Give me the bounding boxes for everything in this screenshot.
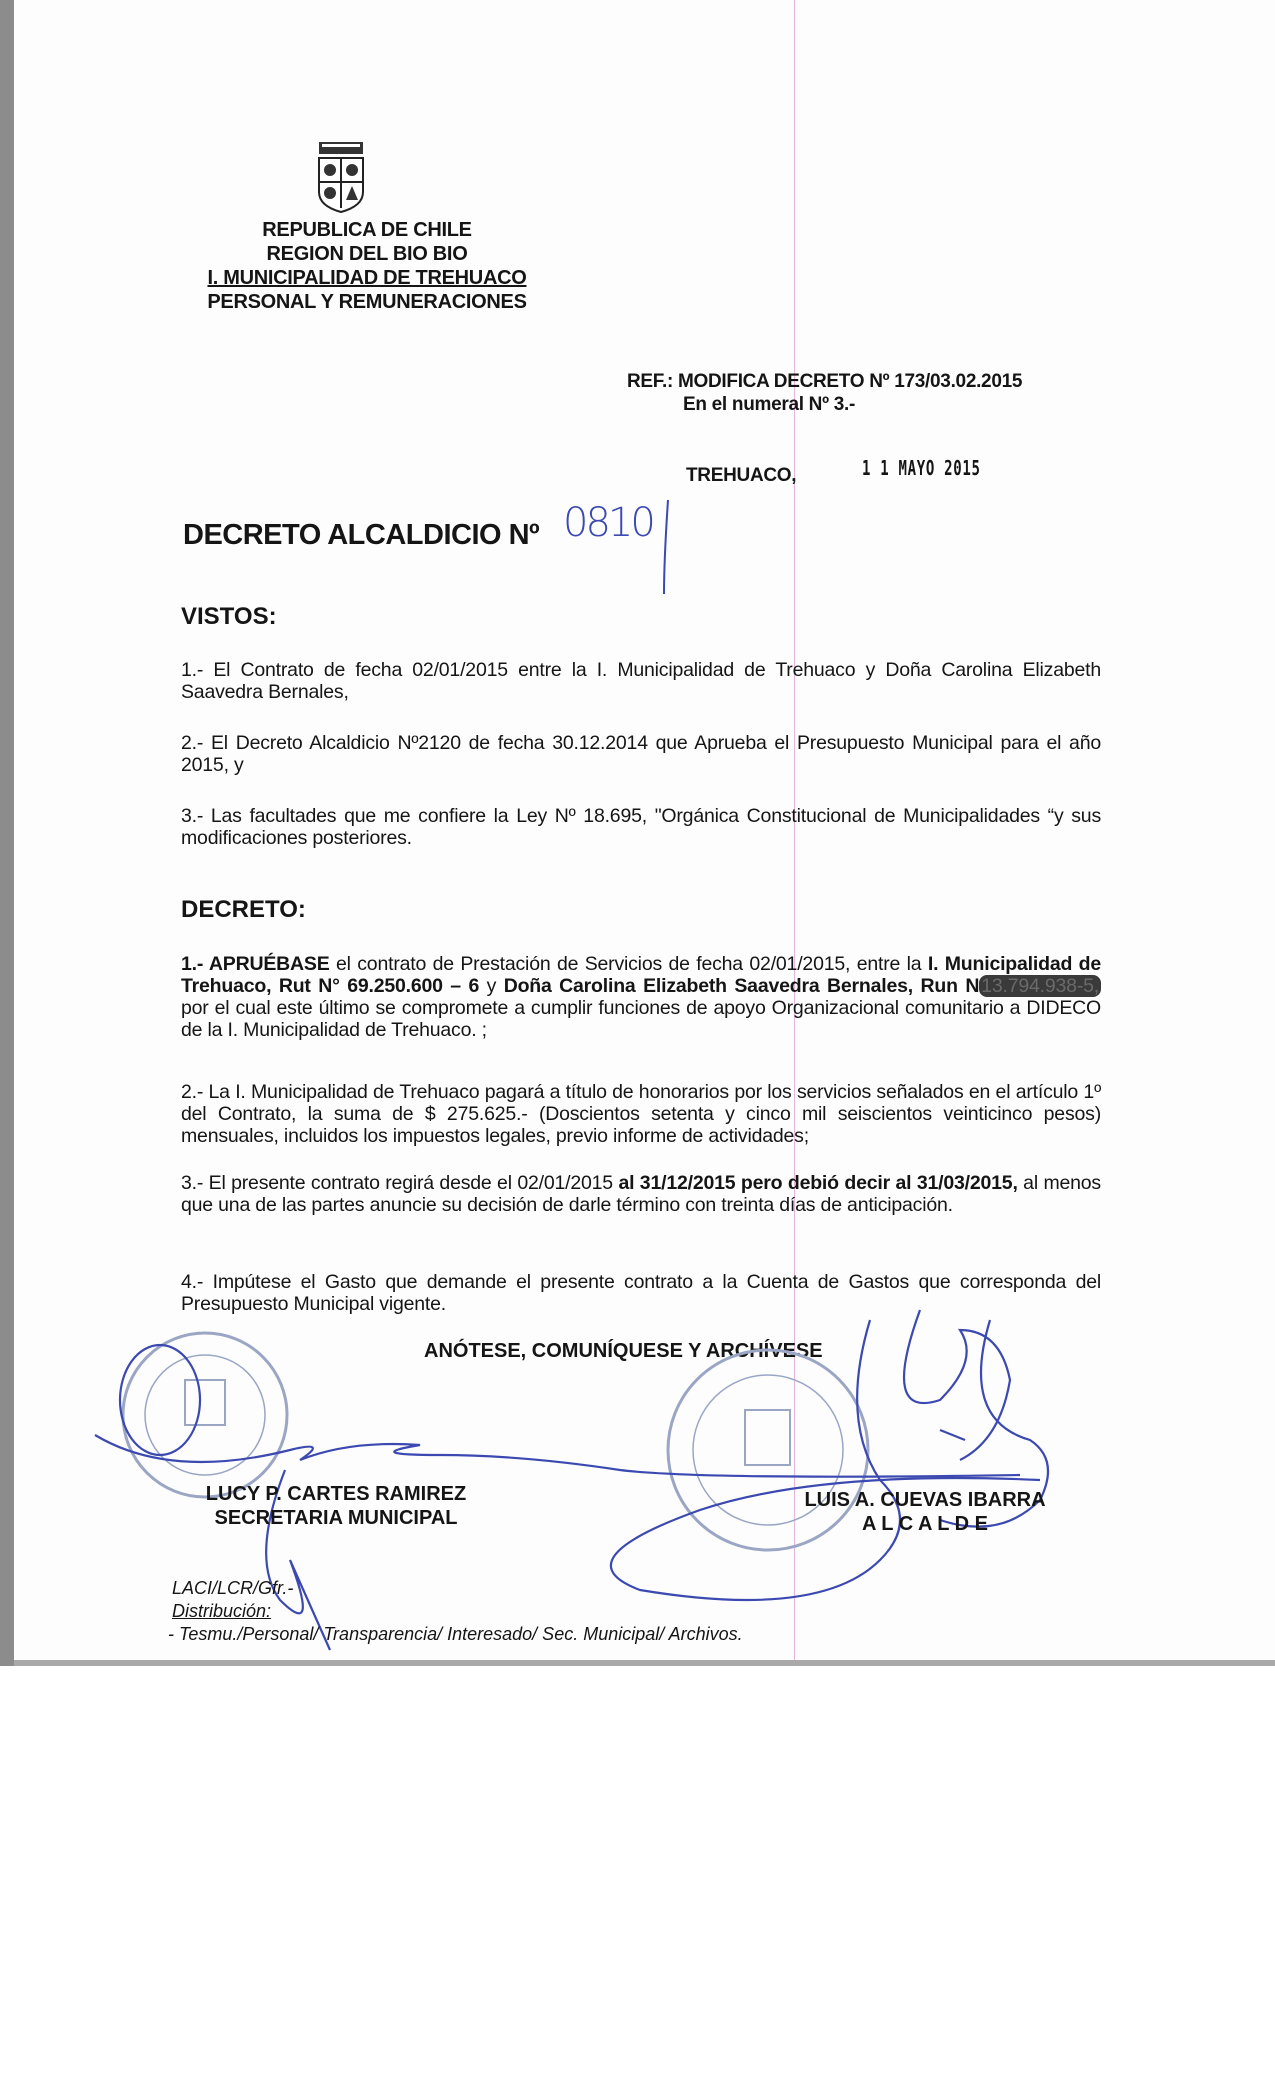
letterhead-region: REGION DEL BIO BIO [266, 243, 468, 265]
decreto-item-2: 2.- La I. Municipalidad de Trehuaco pagará a título de honorarios por los servicios señalados en el artículo 1º del Contrato, la suma de $ 275.625.- (Doscientos setenta y cinco mil seiscientos veinticinco pesos) mensuales, incluidos los impuestos legales, previo informe de actividades; [181, 1081, 1101, 1147]
contractor-name: Doña Carolina Elizabeth Saavedra Bernales, Run N [503, 975, 980, 997]
secretary-signature-block [186, 1482, 486, 1530]
vistos-item-1: 1.- El Contrato de fecha 02/01/2015 entre la I. Municipalidad de Trehuaco y Doña Carolina Elizabeth Saavedra Bernales, [181, 659, 1101, 703]
closing-formula: ANÓTESE, COMUNÍQUESE Y ARCHÍVESE [424, 1340, 823, 1362]
mayor-signature-block [790, 1488, 1060, 1536]
decreto-item-3 [181, 1172, 1101, 1216]
text: y [479, 975, 504, 997]
text: 3.- El presente contrato regirá desde el 02/01/2015 [181, 1172, 619, 1194]
distribution-label: Distribución: [172, 1601, 272, 1621]
letterhead-municipality: I. MUNICIPALIDAD DE TREHUACO [207, 267, 527, 289]
text: el contrato de Prestación de Servicios de fecha 02/01/2015, entre la [329, 953, 928, 975]
text: por el cual este último se compromete a cumplir funciones de apoyo Organizacional comunitario a DIDECO de la I. Municipalidad de Trehuaco. ; [181, 997, 1101, 1041]
decreto-item-1 [181, 953, 1101, 1041]
date-stamp: 1 1 MAYO 2015 [862, 456, 981, 480]
vistos-item-2: 2.- El Decreto Alcaldicio Nº2120 de fecha 30.12.2014 que Aprueba el Presupuesto Municipal para el año 2015, y [181, 732, 1101, 776]
mayor-name: LUIS A. CUEVAS IBARRA [804, 1489, 1046, 1511]
reference-line: REF.: MODIFICA DECRETO Nº 173/03.02.2015 [627, 371, 1023, 392]
place: TREHUACO, [686, 465, 797, 486]
letterhead-country: REPUBLICA DE CHILE [262, 219, 472, 241]
municipality-rut: I. Municipalidad de Trehuaco, Rut N° 69.250.600 – 6 [181, 953, 1101, 997]
distribution-list: - Tesmu./Personal/ Transparencia/ Interesado/ Sec. Municipal/ Archivos. [168, 1624, 743, 1644]
letterhead-department: PERSONAL Y REMUNERACIONES [207, 291, 527, 313]
handwritten-decree-number: 0810 [563, 500, 653, 546]
secretary-name: LUCY P. CARTES RAMIREZ [205, 1483, 467, 1505]
initials: LACI/LCR/Gfr.- [172, 1578, 294, 1598]
redacted-run: 13.794.938-5, [981, 975, 1099, 997]
text: al menos que una de las partes anuncie su decisión de darle término con treinta días de anticipación. [181, 1172, 1101, 1216]
scan-edge [0, 0, 14, 1666]
letterhead [192, 218, 542, 314]
coat-of-arms-logo [313, 140, 369, 214]
decree-title: DECRETO ALCALDICIO Nº [183, 519, 540, 551]
vistos-heading: VISTOS: [181, 603, 277, 630]
secretary-role: SECRETARIA MUNICIPAL [214, 1507, 458, 1529]
reference-subline: En el numeral Nº 3.- [683, 394, 855, 415]
decreto-heading: DECRETO: [181, 896, 306, 923]
decreto-item-4: 4.- Impútese el Gasto que demande el presente contrato a la Cuenta de Gastos que corresponda del Presupuesto Municipal vigente. [181, 1271, 1101, 1315]
mayor-role: A L C A L D E [862, 1513, 988, 1535]
corrected-dates: al 31/12/2015 pero debió decir al 31/03/2015, [618, 1172, 1018, 1194]
vistos-item-3: 3.- Las facultades que me confiere la Ley Nº 18.695, "Orgánica Constitucional de Municipalidades “y sus modificaciones posteriores. [181, 805, 1101, 849]
approve-label: 1.- APRUÉBASE [181, 953, 330, 975]
